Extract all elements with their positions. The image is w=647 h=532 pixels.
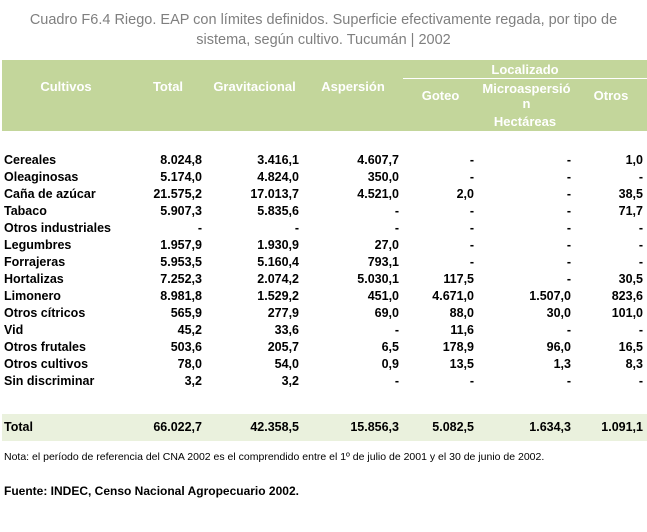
- cell-cultivo: Legumbres: [4, 237, 72, 252]
- cell-aspersion: 69,0: [374, 305, 399, 320]
- cell-total: 5.953,5: [160, 254, 202, 269]
- cell-cultivo: Sin discriminar: [4, 373, 95, 388]
- cell-otros: 823,6: [611, 288, 643, 303]
- cell-otros: -: [638, 220, 643, 235]
- cell-cultivo: Caña de azúcar: [4, 186, 96, 201]
- cell-microaspersion: 30,0: [546, 305, 571, 320]
- table-row: [2, 220, 647, 237]
- cell-total: -: [197, 220, 202, 235]
- cell-otros: 38,5: [618, 186, 643, 201]
- total-cell-cultivo: Total: [2, 414, 130, 441]
- cell-otros: 8,3: [625, 356, 643, 371]
- total-cell-microaspersion: 1.634,3: [478, 414, 575, 441]
- cell-cultivo: Otros cítricos: [4, 305, 86, 320]
- cell-otros: -: [638, 254, 643, 269]
- cell-total: 21.575,2: [153, 186, 202, 201]
- cell-cultivo: Oleaginosas: [4, 169, 79, 184]
- cell-total: 565,9: [170, 305, 202, 320]
- total-cell-gravitacional: 42.358,5: [206, 414, 303, 441]
- cell-otros: 30,5: [618, 271, 643, 286]
- cell-gravitacional: 5.835,6: [257, 203, 299, 218]
- cell-aspersion: 793,1: [367, 254, 399, 269]
- cell-gravitacional: 3,2: [281, 373, 299, 388]
- cell-cultivo: Otros industriales: [4, 220, 111, 235]
- table-header: [2, 60, 647, 131]
- table-title: [0, 10, 647, 50]
- cell-microaspersion: -: [566, 220, 571, 235]
- cell-microaspersion: 1,3: [553, 356, 571, 371]
- cell-cultivo: Otros frutales: [4, 339, 86, 354]
- cell-gravitacional: 17.013,7: [250, 186, 299, 201]
- cell-gravitacional: 277,9: [267, 305, 299, 320]
- cell-gravitacional: 3.416,1: [257, 152, 299, 167]
- cell-total: 5.907,3: [160, 203, 202, 218]
- header-localizado: Localizado: [403, 60, 647, 79]
- header-total: Total: [130, 60, 206, 113]
- cell-microaspersion: -: [566, 152, 571, 167]
- title-line-2: sistema, según cultivo. Tucumán | 2002: [196, 32, 451, 48]
- table-row: [2, 203, 647, 220]
- cell-cultivo: Vid: [4, 322, 24, 337]
- header-cultivos: Cultivos: [2, 60, 130, 113]
- cell-aspersion: -: [394, 322, 399, 337]
- cell-microaspersion: -: [566, 203, 571, 218]
- cell-goteo: 88,0: [449, 305, 474, 320]
- cell-aspersion: 4.521,0: [357, 186, 399, 201]
- cell-aspersion: 6,5: [381, 339, 399, 354]
- cell-goteo: 4.671,0: [432, 288, 474, 303]
- header-unit: Hectáreas: [403, 113, 647, 131]
- cell-goteo: -: [469, 220, 474, 235]
- table-body: [2, 131, 647, 441]
- cell-goteo: 178,9: [442, 339, 474, 354]
- header-goteo: Goteo: [403, 79, 478, 113]
- table-row: [2, 356, 647, 373]
- cell-otros: -: [638, 169, 643, 184]
- total-cell-aspersion: 15.856,3: [303, 414, 403, 441]
- cell-otros: 101,0: [611, 305, 643, 320]
- cell-aspersion: 5.030,1: [357, 271, 399, 286]
- cell-total: 503,6: [170, 339, 202, 354]
- cell-cultivo: Cereales: [4, 152, 57, 167]
- cell-otros: -: [638, 237, 643, 252]
- cell-aspersion: 4.607,7: [357, 152, 399, 167]
- cell-gravitacional: 205,7: [267, 339, 299, 354]
- cell-gravitacional: 54,0: [274, 356, 299, 371]
- cell-goteo: 2,0: [456, 186, 474, 201]
- total-cell-total: 66.022,7: [130, 414, 206, 441]
- cell-gravitacional: 5.160,4: [257, 254, 299, 269]
- cell-aspersion: 0,9: [381, 356, 399, 371]
- cell-gravitacional: 1.529,2: [257, 288, 299, 303]
- cell-goteo: 11,6: [450, 322, 474, 337]
- cell-aspersion: 27,0: [374, 237, 399, 252]
- cell-gravitacional: 4.824,0: [257, 169, 299, 184]
- cell-total: 8.024,8: [160, 152, 202, 167]
- cell-goteo: -: [469, 254, 474, 269]
- cell-microaspersion: -: [566, 322, 571, 337]
- table-row: [2, 254, 647, 271]
- cell-cultivo: Otros cultivos: [4, 356, 89, 371]
- cell-total: 1.957,9: [160, 237, 202, 252]
- cell-total: 7.252,3: [160, 271, 202, 286]
- cell-total: 45,2: [177, 322, 202, 337]
- table-row: [2, 237, 647, 254]
- cell-total: 78,0: [177, 356, 202, 371]
- cell-goteo: -: [469, 373, 474, 388]
- cell-otros: 16,5: [618, 339, 643, 354]
- cell-aspersion: -: [394, 203, 399, 218]
- cell-microaspersion: -: [566, 254, 571, 269]
- cell-microaspersion: 96,0: [546, 339, 571, 354]
- total-row: [2, 414, 647, 441]
- header-otros: Otros: [575, 79, 647, 113]
- cell-goteo: 117,5: [443, 271, 474, 286]
- cell-total: 5.174,0: [160, 169, 202, 184]
- total-cell-otros: 1.091,1: [575, 414, 647, 441]
- cell-gravitacional: 1.930,9: [257, 237, 299, 252]
- table-row: [2, 305, 647, 322]
- cell-cultivo: Hortalizas: [4, 271, 64, 286]
- note-text: Nota: el período de referencia del CNA 2002 es el comprendido entre el 1º de julio de 2001 y el 30 de junio de 2002.: [4, 451, 545, 463]
- cell-aspersion: -: [394, 220, 399, 235]
- table-row: [2, 152, 647, 169]
- table-row: [2, 339, 647, 356]
- cell-aspersion: -: [394, 373, 399, 388]
- cell-goteo: 13,5: [449, 356, 474, 371]
- cell-cultivo: Tabaco: [4, 203, 47, 218]
- cell-gravitacional: 33,6: [274, 322, 299, 337]
- cell-gravitacional: 2.074,2: [257, 271, 299, 286]
- cell-microaspersion: -: [566, 373, 571, 388]
- table-row: [2, 288, 647, 305]
- table-row: [2, 271, 647, 288]
- cell-microaspersion: -: [566, 237, 571, 252]
- cell-otros: -: [638, 373, 643, 388]
- cell-goteo: -: [469, 203, 474, 218]
- irrigation-table: [2, 60, 647, 441]
- table-row: [2, 169, 647, 186]
- cell-microaspersion: -: [566, 169, 571, 184]
- cell-goteo: -: [469, 237, 474, 252]
- cell-aspersion: 350,0: [367, 169, 399, 184]
- source-text: Fuente: INDEC, Censo Nacional Agropecuario 2002.: [4, 484, 299, 498]
- cell-microaspersion: -: [566, 271, 571, 286]
- cell-cultivo: Forrajeras: [4, 254, 66, 269]
- cell-total: 3,2: [184, 373, 202, 388]
- cell-total: 8.981,8: [160, 288, 202, 303]
- table-row: [2, 373, 647, 390]
- title-line-1: Cuadro F6.4 Riego. EAP con límites definidos. Superficie efectivamente regada, por tipo de: [29, 12, 618, 28]
- header-aspersion: Aspersión: [303, 60, 403, 113]
- cell-otros: 1,0: [625, 152, 643, 167]
- cell-aspersion: 451,0: [367, 288, 399, 303]
- cell-goteo: -: [469, 169, 474, 184]
- cell-goteo: -: [469, 152, 474, 167]
- table-row: [2, 322, 647, 339]
- cell-otros: 71,7: [618, 203, 643, 218]
- cell-microaspersion: 1.507,0: [529, 288, 571, 303]
- cell-otros: -: [638, 322, 643, 337]
- cell-microaspersion: -: [566, 186, 571, 201]
- table-row: [2, 186, 647, 203]
- header-gravitacional: Gravitacional: [206, 60, 303, 113]
- total-cell-goteo: 5.082,5: [403, 414, 478, 441]
- cell-gravitacional: -: [294, 220, 299, 235]
- cell-cultivo: Limonero: [4, 288, 61, 303]
- header-microaspersion: Microaspersió n: [478, 79, 575, 113]
